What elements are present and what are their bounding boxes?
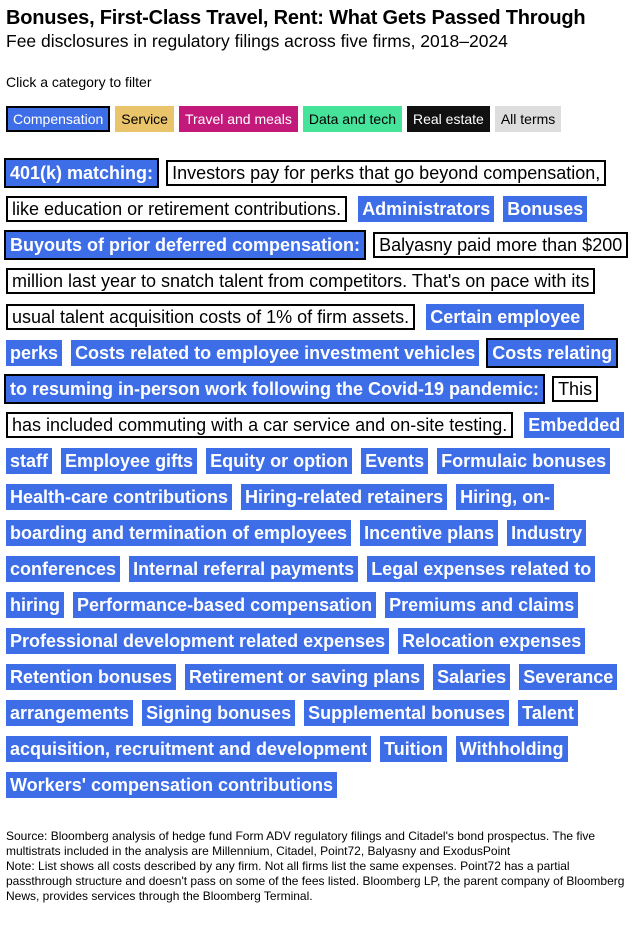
filter-button-travel-and-meals[interactable]: Travel and meals bbox=[179, 106, 298, 132]
term-tag[interactable]: Withholding bbox=[456, 736, 568, 762]
term-tag[interactable]: Certain employee perks bbox=[6, 304, 584, 366]
term-tag[interactable]: Industry conferences bbox=[6, 520, 586, 582]
term-tag[interactable]: Signing bonuses bbox=[142, 700, 295, 726]
term-tag[interactable]: 401(k) matching: bbox=[6, 160, 157, 186]
category-filter-bar bbox=[6, 106, 561, 132]
term-tag[interactable]: Health-care contributions bbox=[6, 484, 232, 510]
term-tag[interactable]: Salaries bbox=[433, 664, 510, 690]
term-description: This has included commuting with a car service and on-site testing. bbox=[6, 376, 598, 438]
term-tag[interactable]: Equity or option bbox=[206, 448, 352, 474]
term-tag[interactable]: Employee gifts bbox=[61, 448, 197, 474]
term-tag[interactable]: Premiums and claims bbox=[385, 592, 578, 618]
term-tag[interactable]: Talent acquisition, recruitment and development bbox=[6, 700, 578, 762]
filter-button-real-estate[interactable]: Real estate bbox=[407, 106, 490, 132]
term-tag[interactable]: Retention bonuses bbox=[6, 664, 176, 690]
page-title: Bonuses, First-Class Travel, Rent: What Gets Passed Through bbox=[6, 7, 586, 29]
filter-button-compensation[interactable]: Compensation bbox=[6, 106, 110, 132]
term-description: Balyasny paid more than $200 million last year to snatch talent from competitors. That's on pace with its usual talent acquisition costs of 1% of firm assets. bbox=[6, 232, 628, 330]
term-tag[interactable]: Buyouts of prior deferred compensation: bbox=[6, 232, 364, 258]
source-note: Source: Bloomberg analysis of hedge fund Form ADV regulatory filings and Citadel's bond prospectus. The five multistrats included in the analysis are Millennium, Citadel, Point72, Balyasny and ExodusPoint bbox=[6, 829, 596, 858]
footer bbox=[6, 829, 626, 904]
term-tag[interactable]: Incentive plans bbox=[360, 520, 498, 546]
term-tag[interactable]: Relocation expenses bbox=[398, 628, 585, 654]
term-tag[interactable]: Severance arrangements bbox=[6, 664, 617, 726]
filter-button-service[interactable]: Service bbox=[115, 106, 174, 132]
term-tag[interactable]: Administrators bbox=[358, 196, 494, 222]
term-description: Investors pay for perks that go beyond compensation, like education or retirement contributions. bbox=[6, 160, 606, 222]
term-tag[interactable]: Supplemental bonuses bbox=[304, 700, 509, 726]
term-tag[interactable]: Events bbox=[361, 448, 428, 474]
filter-button-all-terms[interactable]: All terms bbox=[495, 106, 561, 132]
term-tag[interactable]: Hiring, on-boarding and termination of employees bbox=[6, 484, 554, 546]
term-tag[interactable]: Costs relating to resuming in-person work following the Covid-19 pandemic: bbox=[6, 340, 616, 402]
term-tag[interactable]: Professional development related expenses bbox=[6, 628, 389, 654]
footnote: Note: List shows all costs described by any firm. Not all firms list the same expenses. Point72 has a partial passthrough structure and doesn't pass on some of the fees listed. Bloomberg LP, the parent company of Bloomberg News, provides services through the Bloomberg Terminal. bbox=[6, 859, 625, 903]
term-tag[interactable]: Legal expenses related to hiring bbox=[6, 556, 595, 618]
term-tag[interactable]: Workers' compensation contributions bbox=[6, 772, 337, 798]
term-tag[interactable]: Embedded staff bbox=[6, 412, 624, 474]
page-subtitle: Fee disclosures in regulatory filings across five firms, 2018–2024 bbox=[6, 31, 508, 51]
term-tag[interactable]: Tuition bbox=[380, 736, 447, 762]
filter-button-data-and-tech[interactable]: Data and tech bbox=[303, 106, 402, 132]
term-tag[interactable]: Internal referral payments bbox=[129, 556, 358, 582]
term-tag[interactable]: Performance-based compensation bbox=[73, 592, 376, 618]
term-tag[interactable]: Bonuses bbox=[503, 196, 587, 222]
term-tag[interactable]: Formulaic bonuses bbox=[437, 448, 610, 474]
terms-list bbox=[6, 155, 626, 803]
term-tag[interactable]: Costs related to employee investment vehicles bbox=[71, 340, 479, 366]
term-tag[interactable]: Retirement or saving plans bbox=[185, 664, 424, 690]
filter-hint: Click a category to filter bbox=[6, 74, 152, 90]
term-tag[interactable]: Hiring-related retainers bbox=[241, 484, 447, 510]
